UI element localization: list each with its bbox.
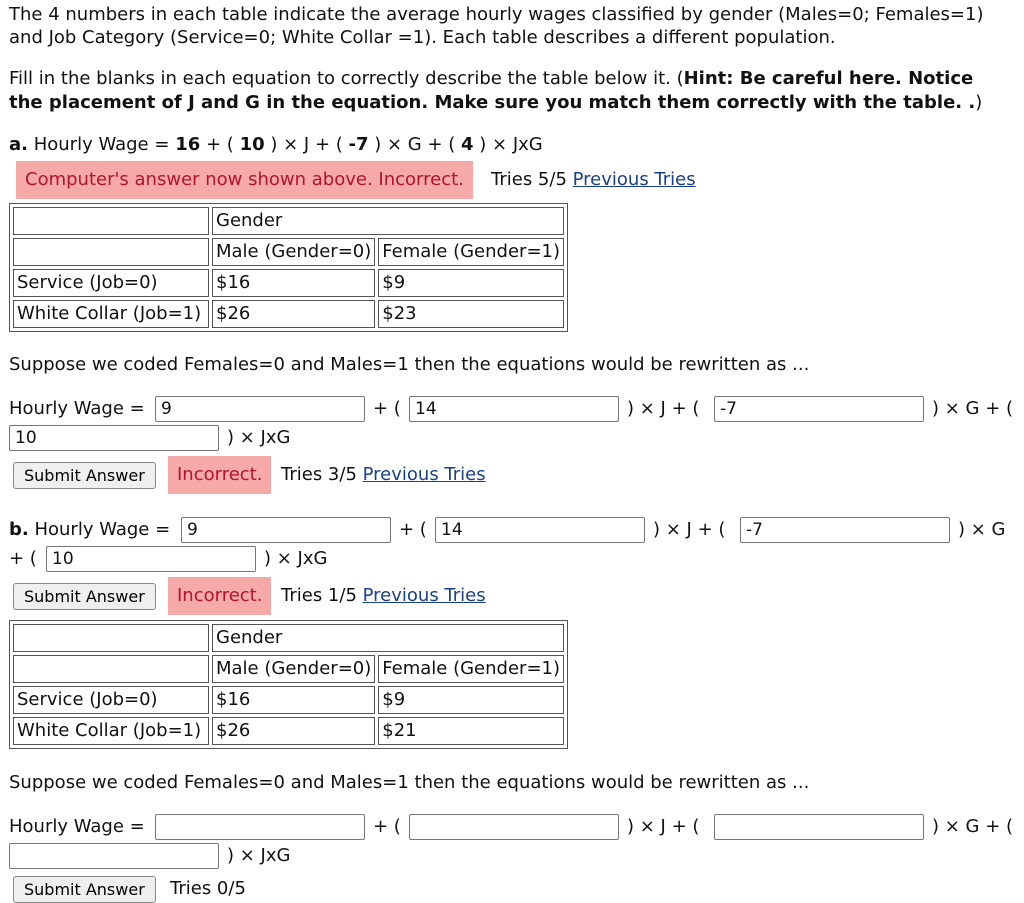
table-header-male: Male (Gender=0) [212,655,375,683]
recode-text-a: Suppose we coded Females=0 and Males=1 then the equations would be rewritten as ... [9,354,810,375]
hourly-wage-label: Hourly Wage = [9,398,145,419]
times-jxg: ) × JxG [264,548,328,569]
plus-open: + ( [373,398,401,419]
submit-answer-button[interactable]: Submit Answer [13,583,156,610]
times-jxg: ) × JxG [227,845,291,866]
g-coefficient-input[interactable] [740,517,950,543]
part-a-feedback-badge: Computer's answer now shown above. Incorrect. [16,161,473,199]
recode-text-b: Suppose we coded Females=0 and Males=1 then the equations would be rewritten as ... [9,772,810,793]
row-label-white-collar: White Collar (Job=1) [13,300,209,328]
cell-white-collar-female: $21 [378,717,564,745]
table-blank [13,238,209,266]
times-jxg: ) × JxG [479,134,543,155]
recode-a-tries [281,456,486,494]
hint-text-cont: the placement of J and G in the equation. Make sure you match them correctly with the table. . [9,92,976,113]
table-header-gender: Gender [212,207,564,235]
g-coefficient-input[interactable] [714,396,924,422]
intro-line-1: The 4 numbers in each table indicate the average hourly wages classified by gender (Males=0; Females=1) [9,4,984,25]
intercept-input[interactable] [155,396,365,422]
plus-open: + ( [373,816,401,837]
times-j: ) × J + ( [627,398,700,419]
times-g: ) × G + ( [932,816,1014,837]
row-label-white-collar: White Collar (Job=1) [13,717,209,745]
table-row [13,269,564,297]
g-coefficient-input[interactable] [714,814,924,840]
equals-sign: = [154,134,170,155]
hourly-wage-label: Hourly Wage = [9,816,145,837]
incorrect-badge: Incorrect. [168,456,271,494]
j-coefficient-input[interactable] [409,814,619,840]
cell-white-collar-male: $26 [212,717,375,745]
part-b-label: b. [9,519,29,540]
submit-answer-button[interactable]: Submit Answer [13,876,156,903]
intercept-value: 16 [175,134,201,155]
cell-service-male: $16 [212,269,375,297]
cell-service-female: $9 [378,686,564,714]
j-coefficient-input[interactable] [409,396,619,422]
table-blank [13,655,209,683]
intercept-input[interactable] [181,517,391,543]
hint-text: Hint: Be careful here. Notice [683,68,974,89]
plus-open: + ( [206,134,234,155]
times-j: ) × J + ( [653,519,726,540]
instructions-line-2 [9,92,982,113]
cell-white-collar-male: $26 [212,300,375,328]
part-a-label: a. [9,134,28,155]
j-coefficient-input[interactable] [435,517,645,543]
tries-count: Tries 5/5 [491,169,567,190]
cell-service-female: $9 [378,269,564,297]
j-coefficient: 10 [239,134,265,155]
hourly-wage-label: Hourly Wage = [34,519,171,540]
times-j: ) × J + ( [627,816,700,837]
cell-white-collar-female: $23 [378,300,564,328]
table-corner [13,624,209,652]
instructions-end: ) [975,92,983,113]
previous-tries-link[interactable]: Previous Tries [362,464,486,485]
times-g: ) × G + ( [374,134,456,155]
cell-service-male: $16 [212,686,375,714]
row-label-service: Service (Job=0) [13,686,209,714]
table-row [13,686,564,714]
times-j: ) × J + ( [270,134,343,155]
times-g: ) × G [958,519,1006,540]
table-header-male: Male (Gender=0) [212,238,375,266]
jxg-coefficient-input[interactable] [46,546,256,572]
part-a-equation [9,134,543,155]
tries-count: Tries 1/5 [281,585,357,606]
wage-table-b [9,620,568,749]
previous-tries-link[interactable]: Previous Tries [572,169,696,190]
row-label-service: Service (Job=0) [13,269,209,297]
tries-count: Tries 3/5 [281,464,357,485]
jxg-coefficient: 4 [461,134,474,155]
instructions-line-1 [9,68,973,89]
previous-tries-link[interactable]: Previous Tries [362,585,486,606]
part-b-tries [281,577,486,615]
intro-line-2: and Job Category (Service=0; White Collar =1). Each table describes a different population. [9,27,836,48]
instructions-text: Fill in the blanks in each equation to correctly describe the table below it. ( [9,68,684,89]
recode-b-tries: Tries 0/5 [170,878,246,899]
incorrect-badge: Incorrect. [168,577,271,615]
jxg-coefficient-input[interactable] [9,843,219,869]
table-header-female: Female (Gender=1) [378,655,564,683]
part-b-equation-label [9,519,170,540]
table-row [13,300,564,328]
submit-answer-button[interactable]: Submit Answer [13,462,156,489]
wage-table-a [9,203,568,332]
jxg-coefficient-input[interactable] [9,425,219,451]
times-g: ) × G + ( [932,398,1014,419]
intercept-input[interactable] [155,814,365,840]
plus-open: + ( [399,519,427,540]
g-coefficient: -7 [348,134,369,155]
plus-open: + ( [9,548,37,569]
table-header-gender: Gender [212,624,564,652]
part-a-tries [491,161,696,199]
table-header-female: Female (Gender=1) [378,238,564,266]
table-row [13,717,564,745]
times-jxg: ) × JxG [227,427,291,448]
table-corner [13,207,209,235]
hourly-wage-label: Hourly Wage [33,134,149,155]
